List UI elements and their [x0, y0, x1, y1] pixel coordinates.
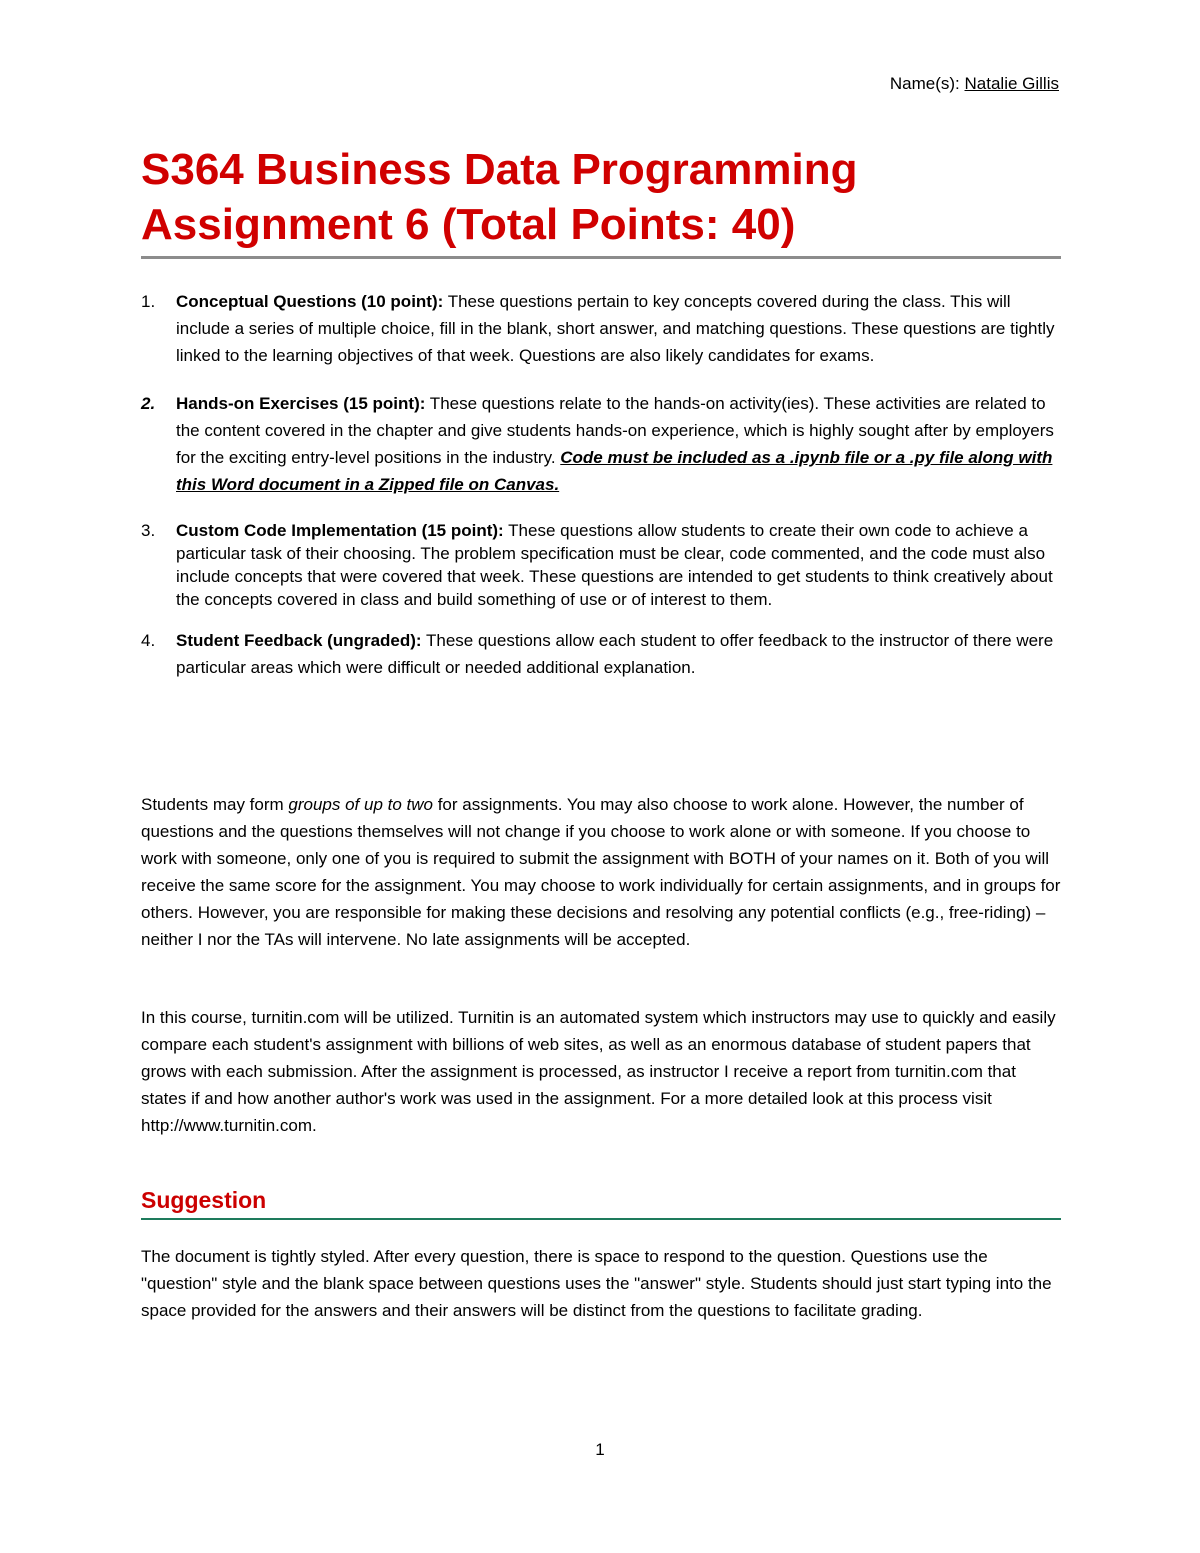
name-label: Name(s): — [889, 74, 960, 93]
list-item — [141, 627, 1061, 681]
item-number: 4. — [141, 631, 156, 650]
name-value[interactable]: Natalie Gillis — [964, 74, 1059, 93]
list-item — [141, 519, 1061, 611]
title-divider — [141, 256, 1061, 259]
item-text: These questions pertain to key concepts covered during the class. This will include a series of multiple choice, fill in the blank, short answer, and matching questions. These questions are tightly linked to the learning objectives of that week. Questions are also likely candidates for exams. — [176, 292, 1055, 365]
title-line-1: S364 Business Data Programming — [141, 145, 858, 194]
submission-note: Code must be included as a .ipynb file or a .py file along with this Word document in a Zipped file on Canvas. — [176, 448, 1053, 494]
page-title — [141, 142, 1061, 252]
item-heading: Hands-on Exercises (15 point): — [176, 394, 426, 413]
suggestion-heading: Suggestion — [141, 1187, 267, 1213]
item-text: These questions allow students to create their own code to achieve a particular task of their choosing. The problem specification must be clear, code commented, and the code must also include concepts that were covered that week. These questions are intended to get students to think creatively about the concepts covered in class and build something of use or of interest to them. — [176, 521, 1053, 609]
item-text: These questions allow each student to offer feedback to the instructor of there were particular areas which were difficult or needed additional explanation. — [176, 631, 1054, 677]
item-heading: Conceptual Questions (10 point): — [176, 292, 444, 311]
assignment-items-list — [141, 288, 1061, 681]
item-text: These questions relate to the hands-on activity(ies). These activities are related to the content covered in the chapter and give students hands-on experience, which is highly sought after by employers for the exciting entry-level positions in the industry. — [176, 394, 1054, 467]
title-line-2: Assignment 6 (Total Points: 40) — [141, 200, 796, 249]
list-item — [141, 390, 1061, 498]
turnitin-paragraph: In this course, turnitin.com will be utilized. Turnitin is an automated system which instructors may use to quickly and easily compare each student's assignment with billions of web sites, as well as an enormous database of student papers that grows with each submission. After the assignment is processed, as instructor I receive a report from turnitin.com that states if and how another author's work was used in the assignment. For a more detailed look at this process visit http://www.turnitin.com. — [141, 1008, 1056, 1135]
item-number: 1. — [141, 292, 156, 311]
name-line — [890, 74, 1059, 94]
item-heading: Custom Code Implementation (15 point): — [176, 521, 504, 540]
item-number: 3. — [141, 521, 156, 540]
item-heading: Student Feedback (ungraded): — [176, 631, 422, 650]
groups-paragraph — [141, 791, 1061, 953]
item-number: 2. — [141, 394, 156, 413]
groups-emphasis: groups of up to two — [288, 795, 433, 814]
list-item — [141, 288, 1061, 369]
suggestion-paragraph: The document is tightly styled. After every question, there is space to respond to the question. Questions use the "question" style and the blank space between questions uses the "answer" style. Students should just start typing into the space provided for the answers and their answers will be distinct from the questions to facilitate grading. — [141, 1247, 1052, 1320]
page-number: 1 — [595, 1440, 605, 1459]
groups-text-after: for assignments. You may also choose to work alone. However, the number of questions and the questions themselves will not change if you choose to work alone or with someone. If you choose to work with someone, only one of you is required to submit the assignment with BOTH of your names on it. Both of you will receive the same score for the assignment. You may choose to work individually for certain assignments, and in groups for others. However, you are responsible for making these decisions and resolving any potential conflicts (e.g., free-riding) – neither I nor the TAs will intervene. No late assignments will be accepted. — [141, 795, 1061, 949]
suggestion-divider — [141, 1218, 1061, 1220]
groups-text-before: Students may form — [141, 795, 289, 814]
